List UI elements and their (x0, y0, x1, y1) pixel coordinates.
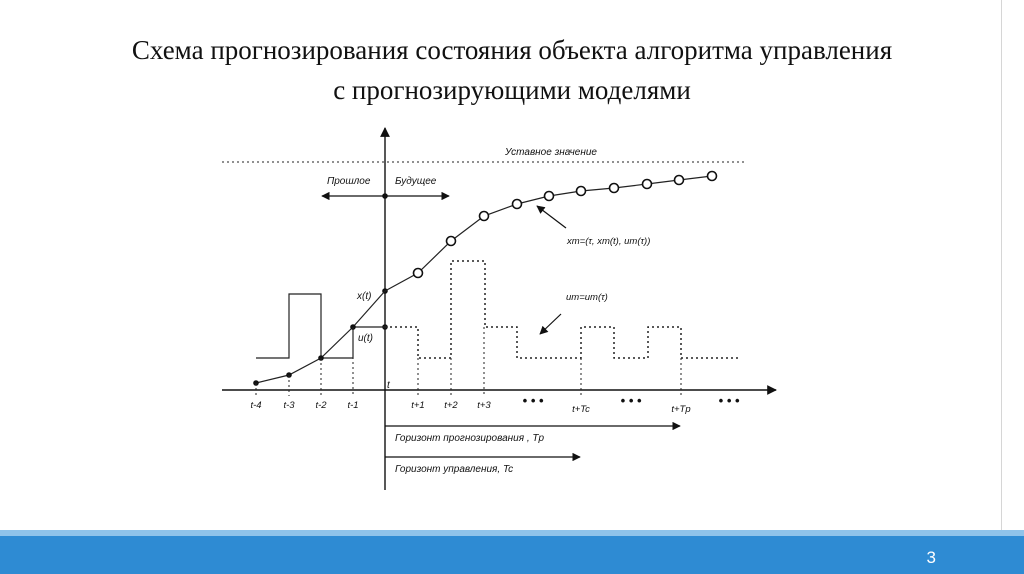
predicted-state-point (643, 180, 652, 189)
tick-label: t+1 (411, 400, 425, 411)
model-x-label: xm=(τ, xm(t), um(τ)) (567, 236, 651, 247)
setpoint-label: Уставное значение (505, 147, 597, 158)
title-line-1: Схема прогнозирования состояния объекта алгоритма управления (131, 35, 893, 65)
ut-label: u(t) (358, 333, 373, 344)
tick-label: t-1 (347, 400, 359, 411)
past-control-signal (256, 294, 385, 358)
future-label: Будущее (395, 176, 437, 187)
ellipsis: • • • (718, 393, 740, 408)
predicted-state-point (675, 176, 684, 185)
tick-label: t-4 (250, 400, 262, 411)
page-number: 3 (926, 548, 936, 567)
prediction-horizon-label: Горизонт прогнозирования , Tp (395, 433, 545, 444)
model-u-label: um=um(τ) (566, 292, 608, 303)
predicted-state-point (610, 184, 619, 193)
past-label: Прошлое (327, 176, 371, 187)
predicted-state-point (577, 187, 586, 196)
control-horizon-label: Горизонт управления, Tc (395, 464, 514, 475)
predicted-state-point (447, 237, 456, 246)
model-u-pointer (540, 314, 561, 334)
tick-label: t-2 (315, 400, 327, 411)
predicted-control-signal (385, 261, 740, 358)
tick-label: t+Tp (671, 404, 691, 415)
predicted-state-point (545, 192, 554, 201)
predicted-state-point (480, 212, 489, 221)
ellipsis: • • • (522, 393, 544, 408)
tick-label: t+3 (477, 400, 491, 411)
future-dot (382, 193, 388, 199)
ellipsis: • • • (620, 393, 642, 408)
title-line-2: с прогнозирующими моделями (333, 75, 691, 105)
predicted-state-point (414, 269, 423, 278)
tick-label: t+Tc (572, 404, 590, 415)
predicted-state-point (708, 172, 717, 181)
tick-label: t-3 (283, 400, 295, 411)
predicted-state-point (513, 200, 522, 209)
t-axis-label: t (387, 380, 390, 391)
model-x-pointer (537, 206, 566, 228)
footer-bar (0, 536, 1024, 574)
xt-label: x(t) (357, 291, 372, 302)
tick-label: t+2 (444, 400, 458, 411)
